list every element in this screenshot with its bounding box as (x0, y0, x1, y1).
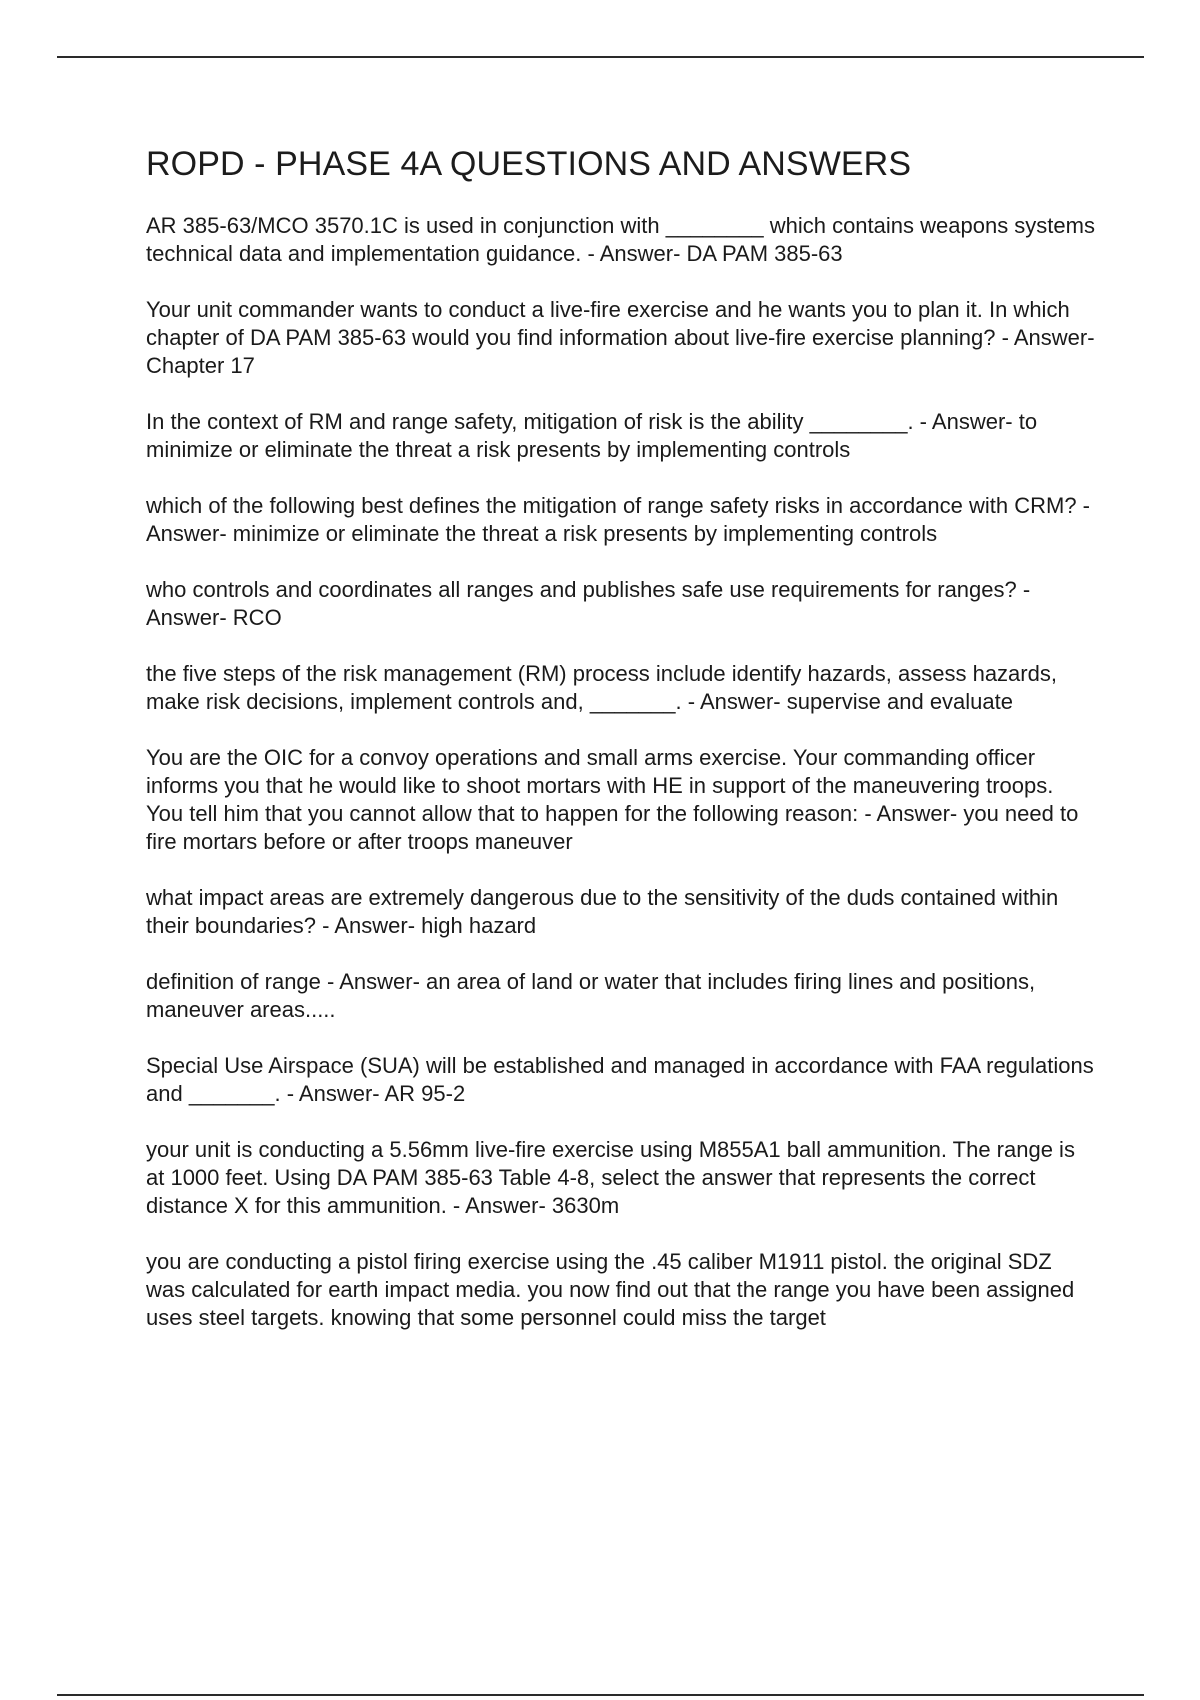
qa-entry: Your unit commander wants to conduct a live-fire exercise and he wants you to plan it. In which chapter of DA PAM 385-63 would you find information about live-fire exercise planning? - Answer- Chapter 17 (146, 296, 1095, 379)
document-body (146, 140, 1096, 1360)
qa-entry: you are conducting a pistol firing exercise using the .45 caliber M1911 pistol. the original SDZ was calculated for earth impact media. you now find out that the range you have been assigned uses steel targets. knowing that some personnel could miss the target (146, 1248, 1075, 1331)
qa-entry: Special Use Airspace (SUA) will be established and managed in accordance with FAA regulations and _______. - Answer- AR 95-2 (146, 1052, 1094, 1106)
qa-entry: In the context of RM and range safety, mitigation of risk is the ability ________. - Answer- to minimize or eliminate the threat a risk presents by implementing controls (146, 409, 1038, 463)
top-divider (57, 56, 1144, 58)
qa-entry: your unit is conducting a 5.56mm live-fire exercise using M855A1 ball ammunition. The range is at 1000 feet. Using DA PAM 385-63 Table 4-8, select the answer that represents the correct distance X for this ammunition. - Answer- 3630m (146, 1136, 1075, 1219)
qa-entry: AR 385-63/MCO 3570.1C is used in conjunction with ________ which contains weapons systems technical data and implementation guidance. - Answer- DA PAM 385-63 (146, 213, 1095, 267)
qa-entry: what impact areas are extremely dangerous due to the sensitivity of the duds contained within their boundaries? - Answer- high hazard (146, 884, 1059, 939)
qa-entry: definition of range - Answer- an area of land or water that includes firing lines and positions, maneuver areas..... (146, 968, 1036, 1023)
qa-entry: who controls and coordinates all ranges and publishes safe use requirements for ranges? - Answer- RCO (146, 576, 1031, 631)
bottom-divider (57, 1694, 1144, 1696)
document-title: ROPD - PHASE 4A QUESTIONS AND ANSWERS (146, 145, 912, 183)
qa-entry: which of the following best defines the mitigation of range safety risks in accordance with CRM? - Answer- minimize or eliminate the threat a risk presents by implementing controls (146, 492, 1091, 547)
qa-entry: the five steps of the risk management (RM) process include identify hazards, assess hazards, make risk decisions, implement controls and, _______. - Answer- supervise and evaluate (146, 660, 1057, 714)
qa-entry: You are the OIC for a convoy operations and small arms exercise. Your commanding officer informs you that he would like to shoot mortars with HE in support of the maneuvering troops. You tell him that you cannot allow that to happen for the following reason: - Answer- you need to fire mortars before or after troops maneuver (146, 744, 1079, 855)
